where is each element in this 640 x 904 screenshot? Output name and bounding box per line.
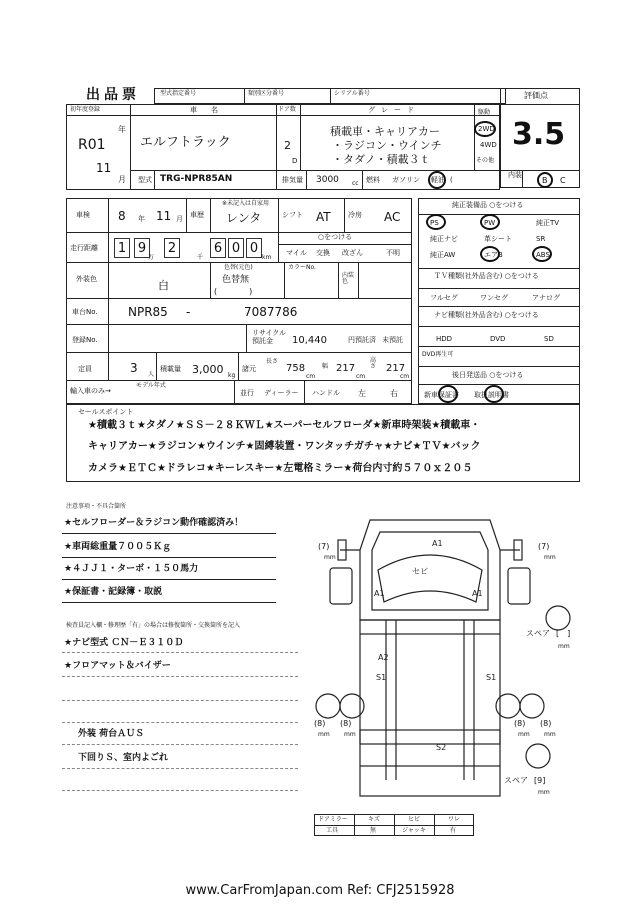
door-d: D <box>292 157 298 165</box>
serial-label: シリアル番号 <box>334 90 370 97</box>
recycle-status: 円預託済 <box>348 336 376 344</box>
tire-rr2: (8) <box>540 719 552 728</box>
docs-warranty: 新車保証書 <box>424 391 459 399</box>
docs-manual-circle <box>484 385 504 403</box>
mileage-digit-2: 9 <box>134 238 150 258</box>
mark-s1-right: S1 <box>486 673 497 682</box>
handle-right: 右 <box>390 389 398 398</box>
note-line-3: ★４ＪＪ１・ターボ・１５０馬力 <box>64 564 199 574</box>
spare-top: [ ] <box>556 629 571 638</box>
tire-fl-unit: mm <box>324 554 336 561</box>
doors-value: 2 <box>284 139 291 152</box>
color-change-value: 色替無 <box>222 275 250 285</box>
mile-unknown: 不明 <box>386 249 400 257</box>
equipment-item-2-2: ABS <box>536 251 550 259</box>
chassis-label: 車台No. <box>72 308 98 316</box>
drive-2wd-circle <box>474 121 496 137</box>
note-line-2: ★車両総重量７００５Ｋｇ <box>64 542 172 552</box>
mileage-label: 走行距離 <box>70 244 98 252</box>
shaken-month: 11 <box>156 209 172 223</box>
docs-manual: 取扱説明書 <box>474 391 509 399</box>
legend-cell-1: 工具 <box>326 827 339 834</box>
mileage-digit-6: 0 <box>246 238 262 258</box>
tire-rr2-unit: mm <box>544 731 556 738</box>
nav-sd: SD <box>544 335 554 343</box>
model-year-label: モデル年式 <box>136 382 166 389</box>
capacity-unit: 人 <box>148 371 155 378</box>
first-reg-year: R01 <box>78 137 106 153</box>
mileage-digit-3: 2 <box>164 238 180 258</box>
displacement-label: 排気量 <box>282 176 303 184</box>
category-label: 類別区分番号 <box>248 90 285 97</box>
fuel-paren: ( <box>450 176 453 184</box>
type-label: 型式 <box>138 176 152 184</box>
car-name-label: 車名 <box>190 106 232 114</box>
drive-other: その他 <box>476 157 495 164</box>
spare-bottom: [9] <box>534 776 546 785</box>
notes-label: 注意事項・不具合箇所 <box>66 503 127 510</box>
tv-oneseg: ワンセグ <box>480 294 508 302</box>
drive-4wd: 4WD <box>480 141 497 149</box>
tire-rl1-unit: mm <box>318 731 330 738</box>
note-line-1: ★セルフローダー＆ラジコン動作確認済み！ <box>64 518 244 528</box>
ac-label: 冷房 <box>348 211 362 219</box>
chassis-number: 7087786 <box>244 305 298 319</box>
vehicle-diagram <box>300 510 580 810</box>
equipment-item-1-1: 革シート <box>484 235 512 243</box>
tire-rl1: (8) <box>314 719 326 728</box>
use-value: レンタ <box>226 211 262 225</box>
fuel-label: 燃料 <box>366 176 380 184</box>
drive-label: 駆動 <box>478 109 491 116</box>
registration-label: 登録No. <box>72 336 98 344</box>
tire-rl2: (8) <box>340 719 352 728</box>
windshield <box>378 555 482 602</box>
legend-header-4: ワレ <box>448 816 461 823</box>
km-unit: km <box>262 254 272 261</box>
tv-title: ＴＶ種類(社外品含む) ○をつける <box>434 272 539 280</box>
inspector-line-6: 下回りＳ、室内よごれ <box>78 753 169 763</box>
tire-fl: (7) <box>318 542 330 551</box>
length-unit: cm <box>306 373 316 380</box>
interior-circle <box>537 172 553 188</box>
mileage-digit-4: 6 <box>210 238 226 258</box>
handle-left: 左 <box>358 389 366 398</box>
ac-value: AC <box>384 210 401 224</box>
import-label: 輸入車のみ→ <box>70 387 111 395</box>
shift-value: AT <box>316 210 331 224</box>
fuel-diesel: 軽油 <box>431 176 445 184</box>
grade-label: グレード <box>368 106 420 114</box>
fuel-gasoline: ガソリン <box>392 176 420 184</box>
nav-dvd-play: DVD再生可 <box>422 351 454 358</box>
load-label: 積載量 <box>160 365 181 373</box>
shaken-year-unit: 年 <box>138 215 145 223</box>
car-name: エルフトラック <box>140 135 231 150</box>
color-paren: ( ) <box>214 287 253 296</box>
chassis-dash: - <box>186 305 191 319</box>
legend-header-3: ヒビ <box>408 816 421 823</box>
width-unit: cm <box>356 373 366 380</box>
legend-cell-4: 有 <box>450 827 457 834</box>
sales-line-1: ★積載３ｔ★タダノ★ＳＳ－２８ＫＷＬ★スーパーセルフローダ★新車時架装★積載車・ <box>88 420 481 431</box>
mileage-digit-1: 1 <box>114 238 130 258</box>
circle-label: ○をつける <box>318 233 353 241</box>
equipment-item-1-2: SR <box>536 235 546 243</box>
nav-hdd: HDD <box>436 335 453 343</box>
color-no-label: カラーNo. <box>288 264 316 271</box>
mileage-digit-5: 0 <box>228 238 244 258</box>
fuel-circle <box>428 171 446 189</box>
height-value: 217 <box>386 363 406 374</box>
interior-b: B <box>542 176 548 185</box>
equipment-item-2-0: 純正AW <box>430 251 456 259</box>
mark-crack: セビ <box>412 567 428 576</box>
chassis-model: NPR85 <box>128 305 168 319</box>
sen-unit: 千 <box>197 254 204 261</box>
spare-bottom-unit: mm <box>538 789 550 796</box>
legend-cell-3: ジャッキ <box>402 827 426 834</box>
spare-label-top: スペア <box>526 629 550 638</box>
interior-c: C <box>560 176 566 185</box>
score-value: 3.5 <box>512 117 566 152</box>
sales-points-label: セールスポイント <box>78 408 134 416</box>
interior-label: 内装 <box>508 171 522 179</box>
tire-rr1: (8) <box>514 719 526 728</box>
tire-fr-unit: mm <box>544 554 556 561</box>
equipment-circle-2-1 <box>480 246 500 262</box>
legend-header-2: キズ <box>368 816 380 823</box>
page-title: 出品票 <box>86 87 140 103</box>
length-label: 長さ <box>266 358 279 365</box>
note-line-4: ★保証書・記録簿・取説 <box>64 587 163 597</box>
inspector-line-1: ★ナビ型式 ＣＮ－Ｅ３１０Ｄ <box>64 638 184 648</box>
month-unit: 月 <box>118 175 126 184</box>
use-label: 車歴 <box>190 211 204 219</box>
equipment-title: 純正装備品 ○をつける <box>452 201 524 209</box>
grade-line-2: ・ラジコン・ウインチ <box>332 139 442 152</box>
inspector-line-5: 外装 荷台ＡＵＳ <box>78 729 145 739</box>
capacity-label: 定員 <box>78 365 92 373</box>
watermark-text: www.CarFromJapan.com Ref: CFJ2515928 <box>185 883 455 898</box>
model-designation-label: 型式指定番号 <box>160 90 197 97</box>
mark-a1-right: A1 <box>472 589 483 598</box>
load-unit: kg <box>228 372 236 379</box>
capacity-value: 3 <box>130 361 138 375</box>
tire-rr1-unit: mm <box>518 731 530 738</box>
color-value: 白 <box>158 279 169 292</box>
sales-line-2: キャリアカー★ラジコン★ウインチ★固縛装置・ワンタッチガチャ★ナビ★ＴＶ★バック <box>88 441 481 452</box>
shaken-year: 8 <box>118 209 126 223</box>
tire-rl2-unit: mm <box>344 731 356 738</box>
docs-title: 後日発送品 ○をつける <box>452 371 524 379</box>
shift-label: シフト <box>282 211 303 219</box>
mile-tamper: 改ざん <box>342 249 363 257</box>
length-value: 758 <box>286 363 306 374</box>
grade-line-3: ・タダノ・積載３ｔ <box>332 153 431 166</box>
width-label: 幅 <box>322 363 329 370</box>
height-unit: cm <box>400 373 410 380</box>
type-value: TRG-NPR85AN <box>160 174 233 184</box>
tv-fullseg: フルセグ <box>430 294 458 302</box>
tire-fr: (7) <box>538 542 550 551</box>
mark-a1-top: A1 <box>432 539 443 548</box>
drive-2wd: 2WD <box>478 125 495 133</box>
load-value: 3,000 <box>192 363 224 376</box>
spare-top-unit: mm <box>558 643 570 650</box>
mark-s2: S2 <box>436 743 447 752</box>
mark-a1-left: A1 <box>374 589 385 598</box>
mile-swap: 交換 <box>316 249 330 257</box>
legend-header-1: ドアミラー <box>318 816 348 823</box>
recycle-value: 10,440 <box>292 335 327 346</box>
shaken-month-unit: 月 <box>176 215 183 223</box>
parallel-label: 並行 <box>240 389 254 397</box>
mile-label: マイル <box>286 249 307 257</box>
color-change-label: 色替(元色) <box>224 264 253 271</box>
equipment-item-0-0: PS <box>430 219 439 227</box>
use-note: ※未記入は自家用 <box>222 200 270 207</box>
recycle-label: リサイクル預託金 <box>252 329 287 345</box>
shaken-label: 車検 <box>76 211 90 219</box>
recycle-unpaid: 未預託 <box>382 336 403 344</box>
inspector-line-2: ★フロアマット＆バイザー <box>64 661 171 671</box>
color-label: 外装色 <box>76 275 97 283</box>
displacement-unit: cc <box>352 180 359 187</box>
equipment-circle-2-2 <box>532 246 552 262</box>
equipment-circle-0-0 <box>426 214 446 230</box>
man-unit: 万 <box>148 254 155 261</box>
height-label: 高さ <box>370 357 377 370</box>
tv-analog: アナログ <box>532 294 560 302</box>
displacement-value: 3000 <box>316 175 339 185</box>
year-unit: 年 <box>118 125 126 134</box>
dims-label: 諸元 <box>242 365 256 373</box>
score-label: 評価点 <box>524 91 548 100</box>
mark-a2: A2 <box>378 653 389 662</box>
nav-title: ナビ種類(社外品含む) ○をつける <box>434 311 539 319</box>
cab-outline <box>360 520 500 620</box>
handle-label: ハンドル <box>312 389 340 397</box>
equipment-item-0-2: 純正TV <box>536 219 560 227</box>
doors-label: ドア数 <box>278 106 296 113</box>
equipment-circle-0-1 <box>480 214 500 230</box>
width-value: 217 <box>336 363 356 374</box>
mark-s1-left: S1 <box>376 673 387 682</box>
legend-cell-2: 無 <box>370 827 377 834</box>
first-reg-month: 11 <box>96 161 112 175</box>
interior-color-label: 内装色 <box>342 272 355 285</box>
docs-warranty-circle <box>438 385 458 403</box>
grade-line-1: 積載車・キャリアカー <box>330 125 440 138</box>
equipment-item-0-1: PW <box>484 219 496 227</box>
nav-dvd: DVD <box>490 335 506 343</box>
dealer-label: ディーラー <box>264 389 299 397</box>
spare-label-bottom: スペア <box>504 776 528 785</box>
equipment-item-1-0: 純正ナビ <box>430 235 458 243</box>
sales-line-3: カメラ★ＥＴＣ★ドラレコ★キーレスキー★左電格ミラー★荷台内寸約５７０ｘ２０５ <box>88 463 473 474</box>
first-reg-label: 初年度登録 <box>70 106 101 113</box>
equipment-item-2-1: エアB <box>484 251 503 259</box>
inspector-label: 検査員記入欄・修理歴「有」の場合は修復箇所・交換箇所を記入 <box>66 622 241 629</box>
